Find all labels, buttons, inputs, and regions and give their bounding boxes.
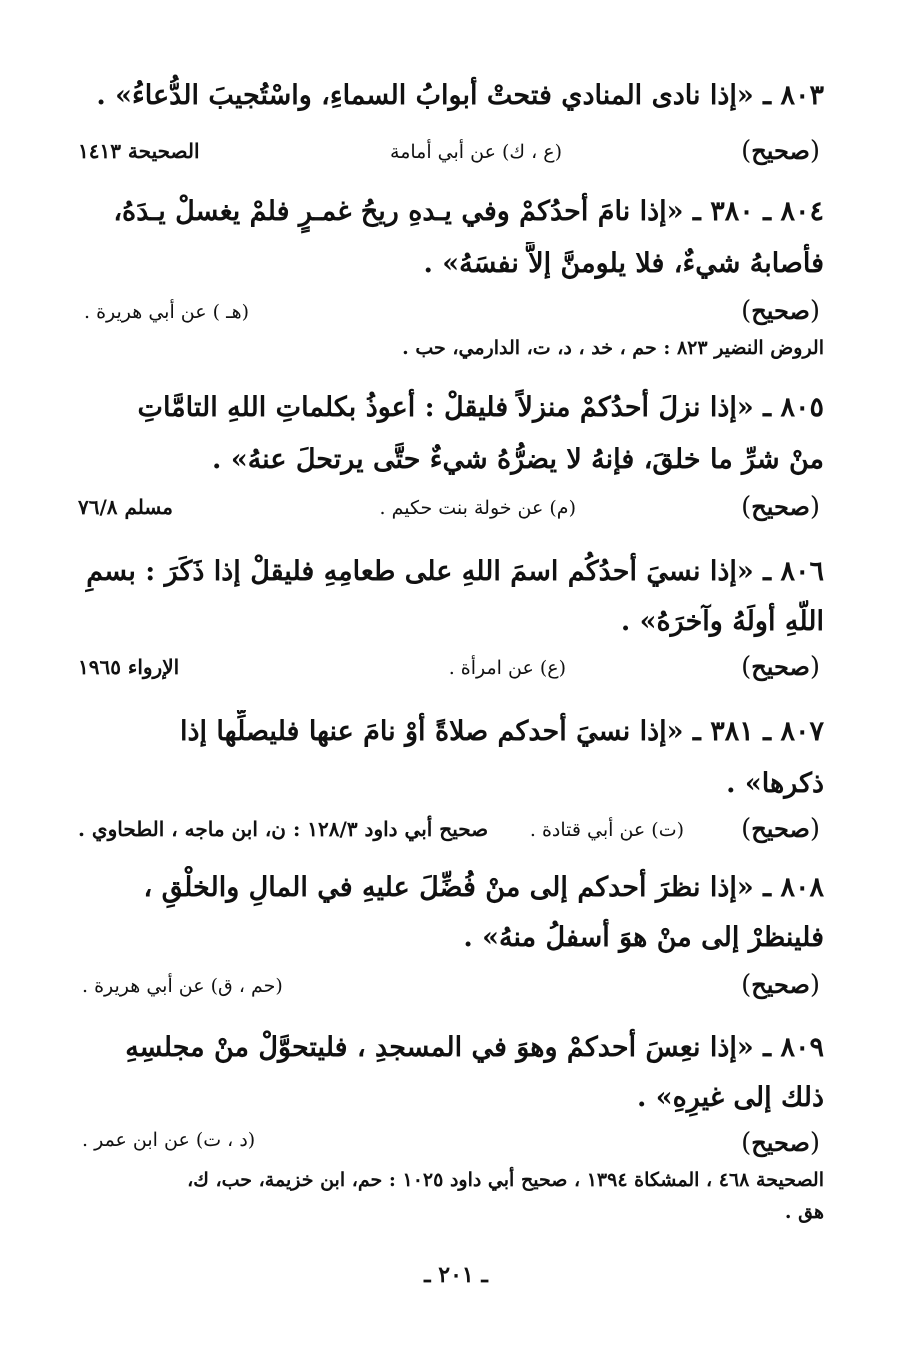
hadith-804-reference: الروض النضير ٨٢٣ : حم ، خد ، د، ت، الدارمي، حب . — [402, 337, 824, 359]
hadith-805-text-cont: منْ شرِّ ما خلقَ، فإنهُ لا يضرُّهُ شيءٌ حتَّى يرتحلَ عنهُ» . — [212, 444, 824, 475]
hadith-808-text-cont: فلينظرْ إلى منْ هوَ أسفلُ منهُ» . — [463, 922, 824, 953]
hadith-808-source — [78, 968, 824, 1008]
narrator: (ع ، ك) عن أبي أمامة — [390, 141, 562, 163]
hadith-809-text-cont: ذلك إلى غيرِهِ» . — [636, 1082, 824, 1113]
grade-badge: (صحيح) — [741, 652, 820, 682]
hadith-806-text-cont: اللّهِ أولَهُ وآخرَهُ» . — [620, 606, 824, 637]
hadith-805-source — [78, 490, 824, 530]
hadith-808-text: ٨٠٨ ـ «إذا نظرَ أحدكم إلى منْ فُضِّلَ عليهِ في المالِ والخلْقِ ، — [143, 872, 824, 903]
hadith-806-text: ٨٠٦ ـ «إذا نسيَ أحدُكُم اسمَ اللهِ على طعامِهِ فليقلْ إذا ذَكَرَ : بسمِ — [86, 556, 824, 587]
hadith-805-text: ٨٠٥ ـ «إذا نزلَ أحدُكمْ منزلاً فليقلْ : أعوذُ بكلماتِ اللهِ التامَّاتِ — [137, 392, 824, 423]
hadith-809-text: ٨٠٩ ـ «إذا نعِسَ أحدكمْ وهوَ في المسجدِ ، فليتحوَّلْ منْ مجلسِهِ — [125, 1032, 824, 1063]
reference: مسلم ٧٦/٨ — [78, 495, 173, 519]
narrator: (ع) عن امرأة . — [448, 657, 566, 679]
grade-badge: (صحيح) — [741, 970, 820, 1000]
narrator: (حم ، ق) عن أبي هريرة . — [82, 975, 283, 997]
hadith-809-reference: الصحيحة ٤٦٨ ، المشكاة ١٣٩٤ ، صحيح أبي داود ١٠٢٥ : حم، ابن خزيمة، حب، ك، — [187, 1169, 824, 1191]
hadith-809-reference-cont: هق . — [784, 1201, 824, 1223]
grade-badge: (صحيح) — [741, 814, 820, 844]
hadith-806-source — [78, 650, 824, 690]
hadith-804-text: ٨٠٤ ـ ٣٨٠ ـ «إذا نامَ أحدُكمْ وفي يـدهِ ريحُ غمـرٍ فلمْ يغسلْ يـدَهُ، — [113, 196, 824, 227]
hadith-807-text: ٨٠٧ ـ ٣٨١ ـ «إذا نسيَ أحدكم صلاةً أوْ نامَ عنها فليصلِّها إذا — [179, 716, 824, 747]
reference: الصحيحة ١٤١٣ — [78, 139, 200, 163]
grade-badge: (صحيح) — [741, 296, 820, 326]
hadith-804-source — [78, 294, 824, 334]
hadith-803-source — [78, 134, 824, 174]
narrator: (م) عن خولة بنت حكيم . — [379, 497, 576, 519]
hadith-803-text: ٨٠٣ ـ «إذا نادى المنادي فتحتْ أبوابُ السماءِ، واسْتُجيبَ الدُّعاءُ» . — [96, 80, 824, 111]
hadith-807-text-cont: ذكرها» . — [726, 768, 824, 799]
page-number: ـ ٢٠١ ـ — [424, 1262, 488, 1288]
narrator: (د ، ت) عن ابن عمر . — [82, 1129, 256, 1151]
narrator: (ت) عن أبي قتادة . — [529, 819, 684, 841]
grade-badge: (صحيح) — [741, 136, 820, 166]
hadith-807-source — [78, 812, 824, 852]
reference: صحيح أبي داود ١٢٨/٣ : ن، ابن ماجه ، الطحاوي . — [78, 817, 489, 841]
grade-badge: (صحيح) — [741, 1128, 820, 1158]
narrator: (هـ ) عن أبي هريرة . — [84, 301, 250, 323]
reference: الإرواء ١٩٦٥ — [78, 655, 180, 679]
hadith-804-text-cont: فأصابهُ شيءٌ، فلا يلومنَّ إلاَّ نفسَهُ» . — [423, 248, 824, 279]
grade-badge: (صحيح) — [741, 492, 820, 522]
hadith-809-source — [78, 1126, 824, 1166]
